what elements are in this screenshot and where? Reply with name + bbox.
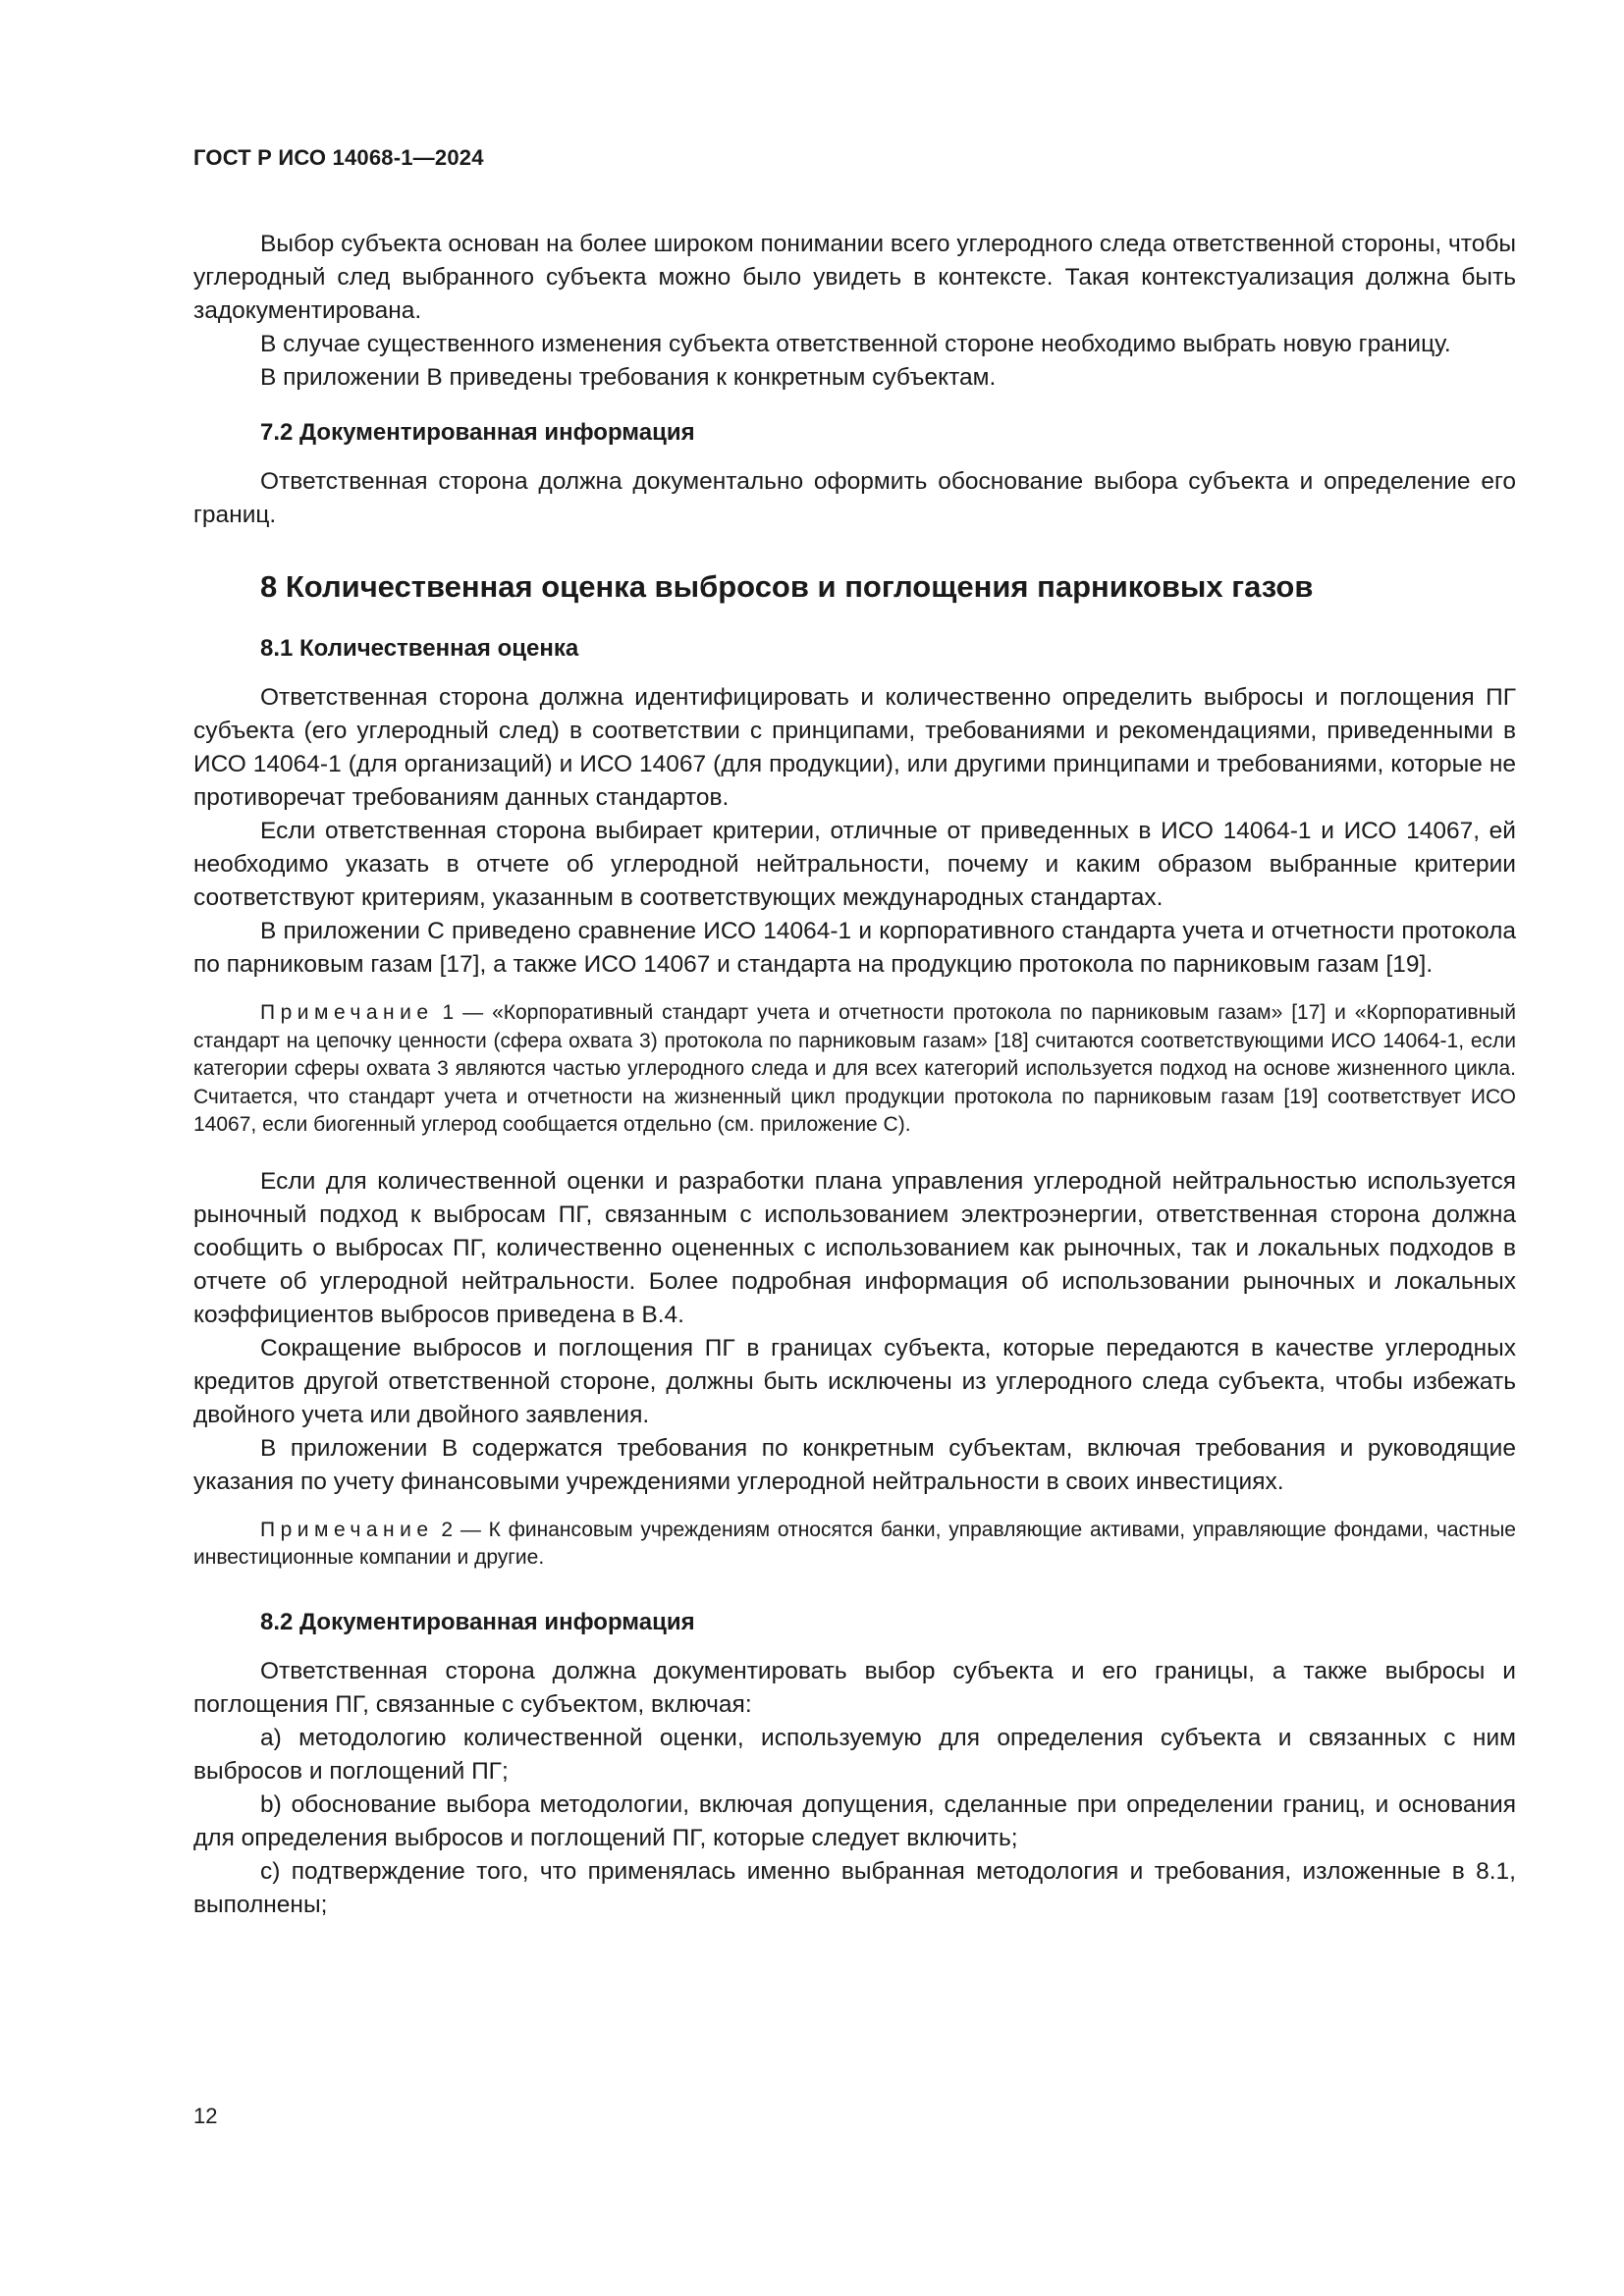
paragraph: Ответственная сторона должна документировать выбор субъекта и его границы, а также выбросы и поглощения ПГ, связанные с субъектом, включая: — [193, 1657, 1516, 1718]
paragraph: Выбор субъекта основан на более широком понимании всего углеродного следа ответственной стороны, чтобы углеродный след выбранного субъекта можно было увидеть в контексте. Такая контекстуализация должна быть задокументирована. — [193, 231, 1516, 324]
document-header: ГОСТ Р ИСО 14068-1—2024 — [193, 145, 484, 170]
note-label: Примечание — [260, 1518, 434, 1541]
note-2 — [193, 1517, 1516, 1573]
paragraph: Если ответственная сторона выбирает критерии, отличные от приведенных в ИСО 14064-1 и ИСО 14067, ей необходимо указать в отчете об углеродной нейтральности, почему и каким образом выбранные критерии соответствуют критериям, указанным в соответствующих международных стандартах. — [193, 818, 1516, 911]
paragraph: Ответственная сторона должна идентифицировать и количественно определить выбросы и поглощения ПГ субъекта (его углеродный след) в соответствии с принципами, требованиями и рекомендациями, приведенными в ИСО 14064-1 (для организаций) и ИСО 14067 (для продукции), или другими принципами и требованиями, которые не противоречат требованиям данных стандартов. — [193, 684, 1516, 811]
note-text: 2 — К финансовым учреждениям относятся банки, управляющие активами, управляющие фондами, частные инвестиционные компании и другие. — [193, 1518, 1516, 1569]
list-item: a) методологию количественной оценки, используемую для определения субъекта и связанных с ним выбросов и поглощений ПГ; — [193, 1724, 1516, 1785]
document-page — [193, 145, 1516, 1922]
note-label: Примечание — [260, 1001, 434, 1024]
paragraph: Сокращение выбросов и поглощения ПГ в границах субъекта, которые передаются в качестве углеродных кредитов другой ответственной стороне, должны быть исключены из углеродного следа субъекта, чтобы избежать двойного учета или двойного заявления. — [193, 1334, 1516, 1428]
section-7-2-title: 7.2 Документированная информация — [260, 419, 695, 446]
paragraph: В случае существенного изменения субъекта ответственной стороне необходимо выбрать новую границу. — [260, 331, 1451, 357]
section-8-title: 8 Количественная оценка выбросов и поглощения парниковых газов — [260, 569, 1314, 604]
paragraph: В приложении B приведены требования к конкретным субъектам. — [260, 364, 997, 391]
list-item: b) обоснование выбора методологии, включая допущения, сделанные при определении границ, и основания для определения выбросов и поглощений ПГ, которые следует включить; — [193, 1790, 1516, 1851]
list-item: c) подтверждение того, что применялась именно выбранная методология и требования, изложенные в 8.1, выполнены; — [193, 1857, 1516, 1918]
paragraph: В приложении B содержатся требования по конкретным субъектам, включая требования и руководящие указания по учету финансовыми учреждениями углеродной нейтральности в своих инвестициях. — [193, 1434, 1516, 1495]
paragraph: Ответственная сторона должна документально оформить обоснование выбора субъекта и определение его границ. — [193, 468, 1516, 528]
paragraph: Если для количественной оценки и разработки плана управления углеродной нейтральностью используется рыночный подход к выбросам ПГ, связанным с использованием электроэнергии, ответственная сторона должна сообщить о выбросах ПГ, количественно оцененных с использованием как рыночных, так и локальных подходов в отчете об углеродной нейтральности. Более подробная информация об использовании рыночных и локальных коэффициентов выбросов приведена в B.4. — [193, 1167, 1516, 1328]
note-1 — [193, 999, 1516, 1140]
note-text: 1 — «Корпоративный стандарт учета и отчетности протокола по парниковым газам» [17] и «Корпоративный стандарт на цепочку ценности (сфера охвата 3) протокола по парниковым газам» [18] считаются соответствующими ИСО 14064-1, если категории сферы охвата 3 являются частью углеродного следа и для всех категорий используется подход на основе жизненного цикла. Считается, что стандарт учета и отчетности на жизненный цикл продукции протокола по парниковым газам [19] соответствует ИСО 14067, если биогенный углерод сообщается отдельно (см. приложение С). — [193, 1001, 1516, 1136]
paragraph: В приложении С приведено сравнение ИСО 14064-1 и корпоративного стандарта учета и отчетности протокола по парниковым газам [17], а также ИСО 14067 и стандарта на продукцию протокола по парниковым газам [19]. — [193, 918, 1516, 978]
section-8-1-title: 8.1 Количественная оценка — [260, 635, 579, 662]
section-8-2-title: 8.2 Документированная информация — [260, 1608, 695, 1635]
page-number: 12 — [193, 2104, 218, 2128]
